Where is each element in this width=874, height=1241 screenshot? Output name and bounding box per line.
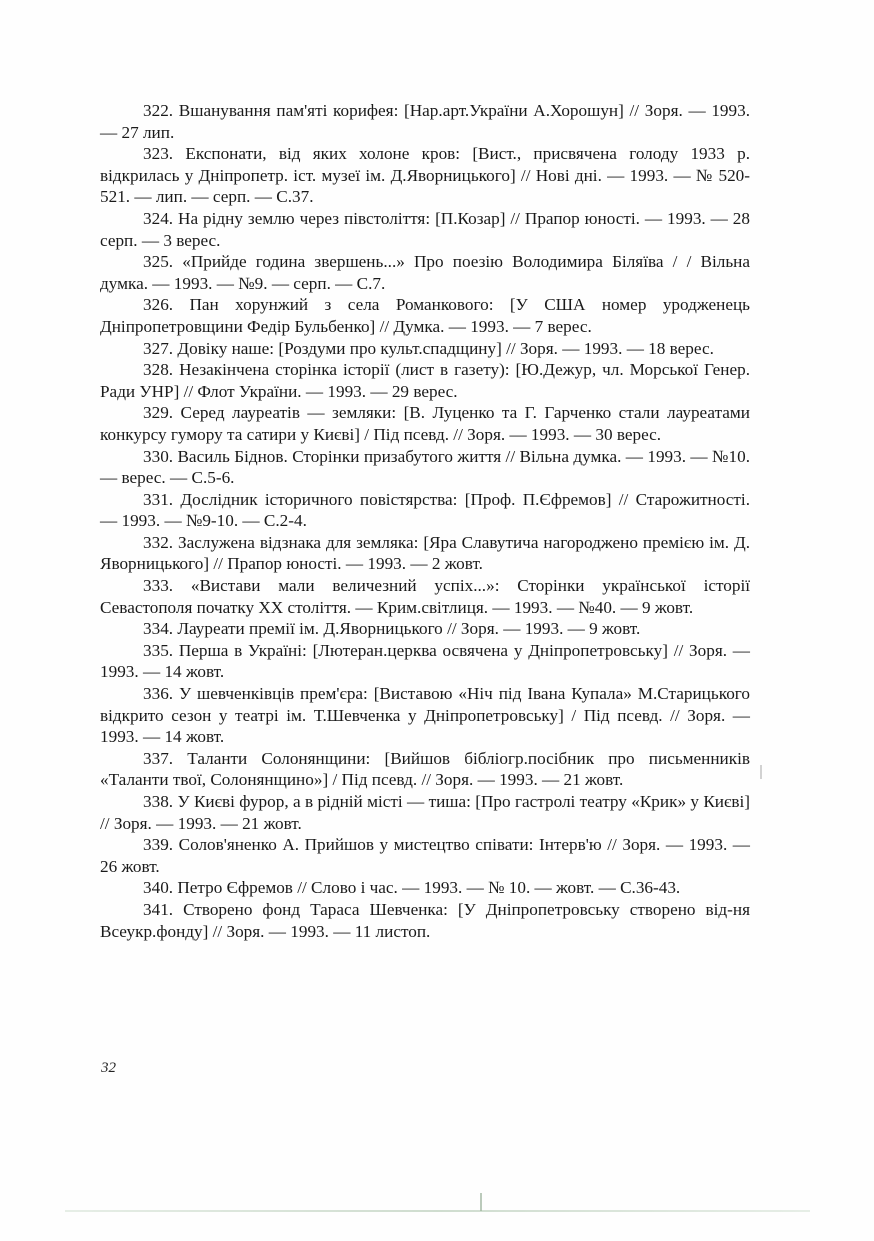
page-number: 32: [101, 1060, 116, 1076]
bibliography-entry: 337. Таланти Солонянщини: [Вийшов бібліогр.посібник про письменників «Таланти твої, Солонянщино»] / Під псевд. // Зоря. — 1993. — 21 жовт.: [100, 748, 750, 790]
bibliography-entry: 341. Створено фонд Тараса Шевченка: [У Дніпропетровську створено від-ня Всеукр.фонду] // Зоря. — 1993. — 11 листоп.: [100, 899, 750, 941]
scan-artifact-mark: [760, 765, 762, 779]
bibliography-entry: 325. «Прийде година звершень...» Про поезію Володимира Біляїва / / Вільна думка. — 1993. — №9. — серп. — С.7.: [100, 252, 750, 293]
bibliography-entry: 329. Серед лауреатів — земляки: [В. Луценко та Г. Гарченко стали лауреатами конкурсу гумору та сатири у Києві] / Під псевд. // Зоря. — 1993. — 30 верес.: [100, 403, 750, 444]
scan-artifact-speck: [480, 1193, 482, 1211]
bibliography-entry: 340. Петро Єфремов // Слово і час. — 1993. — № 10. — жовт. — С.36-43.: [143, 878, 681, 898]
bibliography-list: [100, 100, 750, 942]
bibliography-entry: 330. Василь Біднов. Сторінки призабутого життя // Вільна думка. — 1993. — №10. — верес. — С.5-6.: [100, 446, 750, 488]
scan-artifact-edge-line: [65, 1210, 810, 1212]
bibliography-entry: 339. Солов'яненко А. Прийшов у мистецтво співати: Інтерв'ю // Зоря. — 1993. — 26 жовт.: [100, 835, 750, 876]
bibliography-entry: 323. Експонати, від яких холоне кров: [Вист., присвячена голоду 1933 р. відкрилась у Дніпропетр. іст. музеї ім. Д.Яворницького] // Нові дні. — 1993. — № 520-521. — лип. — серп. — С.37.: [100, 144, 750, 207]
bibliography-entry: 326. Пан хорунжий з села Романкового: [У США номер уродженець Дніпропетровщини Федір Бульбенко] // Думка. — 1993. — 7 верес.: [100, 295, 750, 336]
bibliography-entry: 324. На рідну землю через півстоліття: [П.Козар] // Прапор юності. — 1993. — 28 серп. — 3 верес.: [100, 208, 750, 250]
bibliography-entry: 334. Лауреати премії ім. Д.Яворницького // Зоря. — 1993. — 9 жовт.: [143, 619, 641, 639]
bibliography-entry: 328. Незакінчена сторінка історії (лист в газету): [Ю.Дежур, чл. Морської Генер. Ради УНР] // Флот України. — 1993. — 29 верес.: [100, 360, 750, 401]
bibliography-entry: 333. «Вистави мали величезний успіх...»: Сторінки української історії Севастополя початку XX століття. — Крим.світлиця. — 1993. — №40. — 9 жовт.: [100, 576, 750, 617]
bibliography-entry: 332. Заслужена відзнака для земляка: [Яра Славутича нагороджено премією ім. Д. Яворницького] // Прапор юності. — 1993. — 2 жовт.: [100, 532, 750, 574]
bibliography-entry: 331. Дослідник історичного повістярства: [Проф. П.Єфремов] // Старожитності. — 1993. — №9-10. — С.2-4.: [100, 489, 750, 531]
bibliography-entry: 322. Вшанування пам'яті корифея: [Нар.арт.України А.Хорошун] // Зоря. — 1993. — 27 лип.: [100, 101, 750, 142]
bibliography-entry: 327. Довіку наше: [Роздуми про культ.спадщину] // Зоря. — 1993. — 18 верес.: [143, 338, 714, 358]
bibliography-entry: 336. У шевченківців прем'єра: [Виставою «Ніч під Івана Купала» М.Старицького відкрито сезон у театрі ім. Т.Шевченка у Дніпропетровську] / Під псевд. // Зоря. — 1993. — 14 жовт.: [100, 684, 750, 747]
bibliography-entry: 338. У Києві фурор, а в рідній місті — тиша: [Про гастролі театру «Крик» у Києві] // Зоря. — 1993. — 21 жовт.: [100, 792, 750, 833]
bibliography-entry: 335. Перша в Україні: [Лютеран.церква освячена у Дніпропетровську] // Зоря. — 1993. — 14 жовт.: [100, 640, 750, 682]
